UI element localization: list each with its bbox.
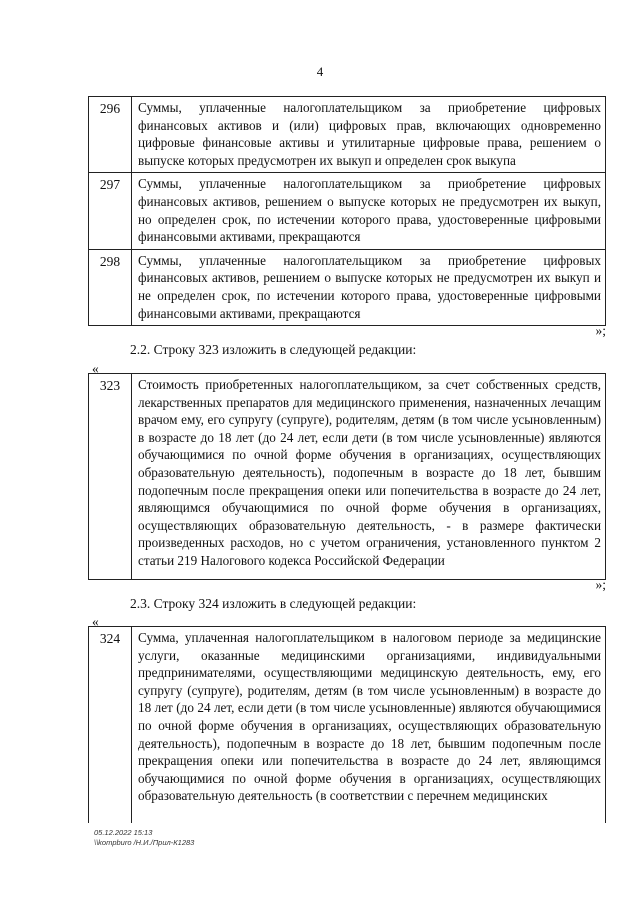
table-row (89, 249, 606, 325)
row-text: Суммы, уплаченные налогоплательщиком за приобретение цифровых финансовых активов и (или) цифровых прав, включающих одновременно цифровые финансовые активы и утилитарные цифровые права, решением о выпуске которых предусмотрен их выкуп и определен срок выкупа (132, 97, 606, 173)
open-quote-mark: « (92, 614, 99, 629)
table-row-324 (88, 626, 606, 823)
close-quote-mark: »; (595, 323, 606, 338)
row-number: 297 (89, 173, 132, 249)
row-number: 296 (89, 97, 132, 173)
row-number: 323 (89, 374, 132, 580)
row-text: Суммы, уплаченные налогоплательщиком за приобретение цифровых финансовых активов, решением о выпуске которых не предусмотрен их выкуп и не определен срок, по истечении которого права, удостоверенные цифровыми финансовыми активами, прекращаются (132, 249, 606, 325)
row-text: Суммы, уплаченные налогоплательщиком за приобретение цифровых финансовых активов, решением о выпуске которых не предусмотрен их выкуп, но определен срок, по истечении которого права, удостоверенные цифровыми финансовыми активами, прекращаются (132, 173, 606, 249)
footer-date: 05.12.2022 15:13 (94, 828, 153, 837)
page-number: 4 (316, 64, 324, 79)
open-quote-mark: « (92, 361, 99, 376)
section-heading-2-3: 2.3. Строку 324 изложить в следующей редакции: (130, 596, 417, 611)
row-number: 298 (89, 249, 132, 325)
footer-path: \\kompburo /Н.И./Прил-К1283 (94, 838, 195, 847)
table-row (89, 374, 606, 580)
close-quote-mark: »; (595, 577, 606, 592)
table-row (89, 173, 606, 249)
table-row (89, 97, 606, 173)
row-number: 324 (89, 627, 132, 823)
table-top (88, 96, 606, 326)
row-text: Стоимость приобретенных налогоплательщиком, за счет собственных средств, лекарственных препаратов для медицинского применения, назначенных лечащим врачом ему, его супругу (супруге), родителям, детям (в том числе усыновленным) в возрасте до 18 лет (до 24 лет, если дети (в том числе усыновленные) являются обучающимися по очной форме обучения в организациях, осуществляющих образовательную деятельность), подопечным в возрасте до 18 лет, бывшим подопечным после прекращения опеки или попечительства в возрасте до 24 лет, являющимся обучающимися по очной форме обучения в организациях, осуществляющих образовательную деятельность, - в размере фактически произведенных расходов, но с учетом ограничения, установленного пунктом 2 статьи 219 Налогового кодекса Российской Федерации (132, 374, 606, 580)
footer (94, 828, 194, 848)
row-text: Сумма, уплаченная налогоплательщиком в налоговом периоде за медицинские услуги, оказанные медицинскими организациями, индивидуальными предпринимателями, осуществляющими медицинскую деятельность, ему, его супругу (супруге), родителям, детям (в том числе усыновленным) в возрасте до 18 лет (до 24 лет, если дети (в том числе усыновленные) являются обучающимися по очной форме обучения в организациях, осуществляющих образовательную деятельность), подопечным в возрасте до 18 лет, бывшим подопечным после прекращения опеки или попечительства в возрасте до 24 лет, являющимся обучающимися по очной форме обучения в организациях, осуществляющих образовательную деятельность (в соответствии с перечнем медицинских (132, 627, 606, 823)
table-row (89, 627, 606, 823)
table-row-323 (88, 373, 606, 580)
section-heading-2-2: 2.2. Строку 323 изложить в следующей редакции: (130, 342, 417, 357)
